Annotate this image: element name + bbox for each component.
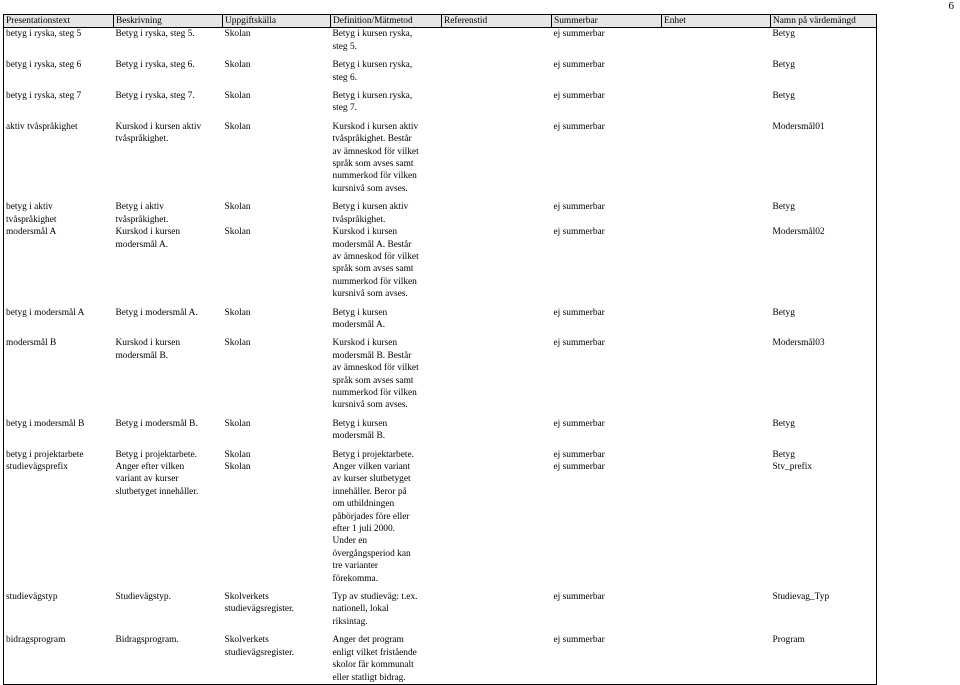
column-header: Beskrivning: [114, 15, 223, 28]
table-cell: ej summerbar: [553, 121, 605, 132]
table-cell: betyg i ryska, steg 7: [6, 91, 82, 102]
column-header: Definition/Mätmetod: [331, 15, 442, 28]
table-cell: betyg i ryska, steg 6: [6, 60, 82, 71]
table-row: [4, 28, 877, 59]
table-cell: Betyg i kursen modersmål B.: [332, 418, 388, 442]
table-cell: Betyg i kursen aktiv tvåspråkighet.: [332, 202, 409, 225]
table-cell: [442, 337, 552, 417]
table-cell: [442, 121, 552, 201]
table-cell: Skolan: [224, 121, 251, 132]
table-cell: bidragsprogram: [4, 634, 114, 684]
table-cell: Kurskod i kursen aktiv tvåspråkighet. Består av ämneskod för vilket språk som avses samt nummerkod för vilken kursnivå som avses.: [332, 121, 419, 194]
table-cell: Skolan: [224, 91, 251, 102]
table-row: [4, 461, 877, 591]
table-cell: [442, 418, 552, 449]
table-cell: studievägsprefix: [6, 462, 68, 472]
table-cell: Betyg i kursen modersmål A.: [332, 307, 388, 330]
table-cell: Betyg i modersmål A.: [115, 307, 198, 318]
table-row: [4, 226, 877, 306]
table-cell: Betyg i projektarbete.: [115, 449, 197, 460]
table-cell: Betyg: [772, 307, 795, 318]
table-cell: Betyg i kursen ryska, steg 7.: [332, 91, 413, 114]
table-cell: [662, 449, 771, 461]
table-cell: Modersmål02: [772, 227, 825, 238]
table-cell: Betyg i ryska, steg 6.: [115, 60, 195, 71]
table-cell: [442, 461, 552, 591]
table-cell: Anger efter vilken variant av kurser slutbetyget innehåller.: [115, 462, 199, 497]
table-cell: [662, 90, 771, 121]
table-cell: Betyg: [772, 91, 795, 102]
table-cell: Skolan: [224, 418, 251, 429]
table-cell: ej summerbar: [553, 60, 605, 71]
variable-definition-table: [3, 14, 877, 685]
table-row: [4, 591, 877, 634]
column-header: Presentationstext: [4, 15, 114, 28]
table-cell: Program: [771, 634, 877, 684]
column-header: Summerbar: [552, 15, 662, 28]
table-cell: ej summerbar: [553, 449, 605, 460]
table-cell: ej summerbar: [553, 418, 605, 429]
table-cell: [662, 28, 771, 59]
table-cell: [662, 418, 771, 449]
table-cell: Betyg: [772, 202, 795, 213]
table-row: [4, 59, 877, 90]
table-cell: ej summerbar: [553, 227, 605, 238]
table-cell: Kurskod i kursen modersmål A.: [115, 227, 181, 250]
table-cell: Skolan: [224, 60, 251, 71]
column-header: Enhet: [662, 15, 771, 28]
table-cell: betyg i modersmål B: [6, 418, 85, 429]
table-row: [4, 418, 877, 449]
table-row: [4, 634, 877, 684]
table-cell: [662, 121, 771, 201]
column-header: Uppgiftskälla: [223, 15, 331, 28]
table-cell: [442, 90, 552, 121]
table-cell: ej summerbar: [553, 592, 605, 603]
table-cell: [662, 59, 771, 90]
table-row: [4, 121, 877, 201]
table-cell: Kurskod i kursen aktiv tvåspråkighet.: [115, 121, 202, 145]
table-row: [4, 337, 877, 417]
table-cell: modersmål A: [6, 227, 57, 238]
table-cell: Kurskod i kursen modersmål B.: [115, 338, 181, 361]
table-cell: ej summerbar: [553, 338, 605, 349]
table-cell: Modersmål01: [772, 121, 825, 132]
table-cell: [442, 226, 552, 306]
table-cell: Skolan: [224, 202, 251, 213]
table-cell: Skolan: [224, 227, 251, 238]
table-cell: ej summerbar: [553, 91, 605, 102]
table-cell: modersmål B: [6, 338, 57, 349]
table-cell: Betyg i kursen ryska, steg 6.: [332, 60, 413, 83]
table-cell: Skolverkets studievägsregister.: [223, 634, 331, 684]
table-cell: Betyg: [772, 29, 795, 40]
table-cell: ej summerbar: [553, 462, 605, 472]
table-cell: [442, 634, 552, 684]
column-header: Namn på värdemängd: [771, 15, 877, 28]
table-cell: Betyg i projektarbete.: [332, 449, 414, 460]
table-cell: [662, 634, 771, 684]
table-cell: betyg i projektarbete: [6, 449, 84, 460]
table-cell: Betyg: [772, 449, 795, 460]
table-cell: [662, 591, 771, 634]
table-cell: ej summerbar: [553, 29, 605, 40]
table-cell: Skolan: [224, 307, 251, 318]
table-cell: betyg i ryska, steg 5: [6, 29, 82, 40]
table-cell: [662, 461, 771, 591]
table-cell: [442, 591, 552, 634]
table-cell: studievägstyp: [6, 592, 58, 603]
table-cell: aktiv tvåspråkighet: [6, 121, 78, 132]
table-cell: Betyg: [772, 60, 795, 71]
table-cell: Betyg i ryska, steg 7.: [115, 91, 195, 102]
table-cell: ej summerbar: [553, 307, 605, 318]
table-cell: Anger det program enligt vilket fristående skolor får kommunalt eller statligt bidrag.: [331, 634, 442, 684]
table-cell: Skolverkets studievägsregister.: [224, 592, 295, 615]
table-row: [4, 90, 877, 121]
table-cell: Kurskod i kursen modersmål B. Består av ämneskod för vilket språk som avses samt nummerkod för vilken kursnivå som avses.: [332, 338, 419, 411]
table-cell: Skolan: [224, 462, 251, 472]
column-header: Referenstid: [442, 15, 552, 28]
table-cell: [442, 449, 552, 461]
table-cell: Betyg: [772, 418, 795, 429]
table-cell: Skolan: [224, 29, 251, 40]
table-cell: Skolan: [224, 449, 251, 460]
table-cell: Betyg i modersmål B.: [115, 418, 198, 429]
table-cell: ej summerbar: [552, 634, 662, 684]
table-row: [4, 201, 877, 226]
table-row: [4, 307, 877, 338]
table-cell: [662, 307, 771, 338]
header-row: [4, 15, 877, 28]
table-cell: [662, 226, 771, 306]
table-cell: Kurskod i kursen modersmål A. Består av ämneskod för vilket språk som avses samt nummerkod för vilken kursnivå som avses.: [332, 227, 419, 300]
table-cell: Typ av studieväg: t.ex. nationell, lokal riksintag.: [332, 592, 418, 627]
table-cell: Skolan: [224, 338, 251, 349]
page-number: 6: [948, 0, 954, 12]
table-cell: Studievag_Typ: [772, 592, 830, 603]
table-cell: [442, 28, 552, 59]
table-cell: Stv_prefix: [772, 462, 813, 472]
table-cell: [662, 201, 771, 226]
table-cell: [662, 337, 771, 417]
table-cell: [442, 307, 552, 338]
table-row: [4, 449, 877, 461]
table-cell: Betyg i aktiv tvåspråkighet.: [115, 202, 169, 225]
table-cell: betyg i modersmål A: [6, 307, 85, 318]
table-cell: Studievägstyp.: [115, 592, 171, 603]
table-cell: ej summerbar: [553, 202, 605, 213]
table-cell: Betyg i ryska, steg 5.: [115, 29, 195, 40]
table-cell: [442, 201, 552, 226]
table-cell: Anger vilken variant av kurser slutbetyget innehåller. Beror på om utbildningen påbörjades före eller efter 1 juli 2000. Under en övergångsperiod kan tre varianter förekomma.: [332, 462, 411, 584]
table-cell: [442, 59, 552, 90]
table-cell: Bidragsprogram.: [114, 634, 223, 684]
table-cell: betyg i aktiv tvåspråkighet: [6, 202, 57, 225]
table-cell: Modersmål03: [772, 338, 825, 349]
table-cell: Betyg i kursen ryska, steg 5.: [332, 29, 413, 52]
